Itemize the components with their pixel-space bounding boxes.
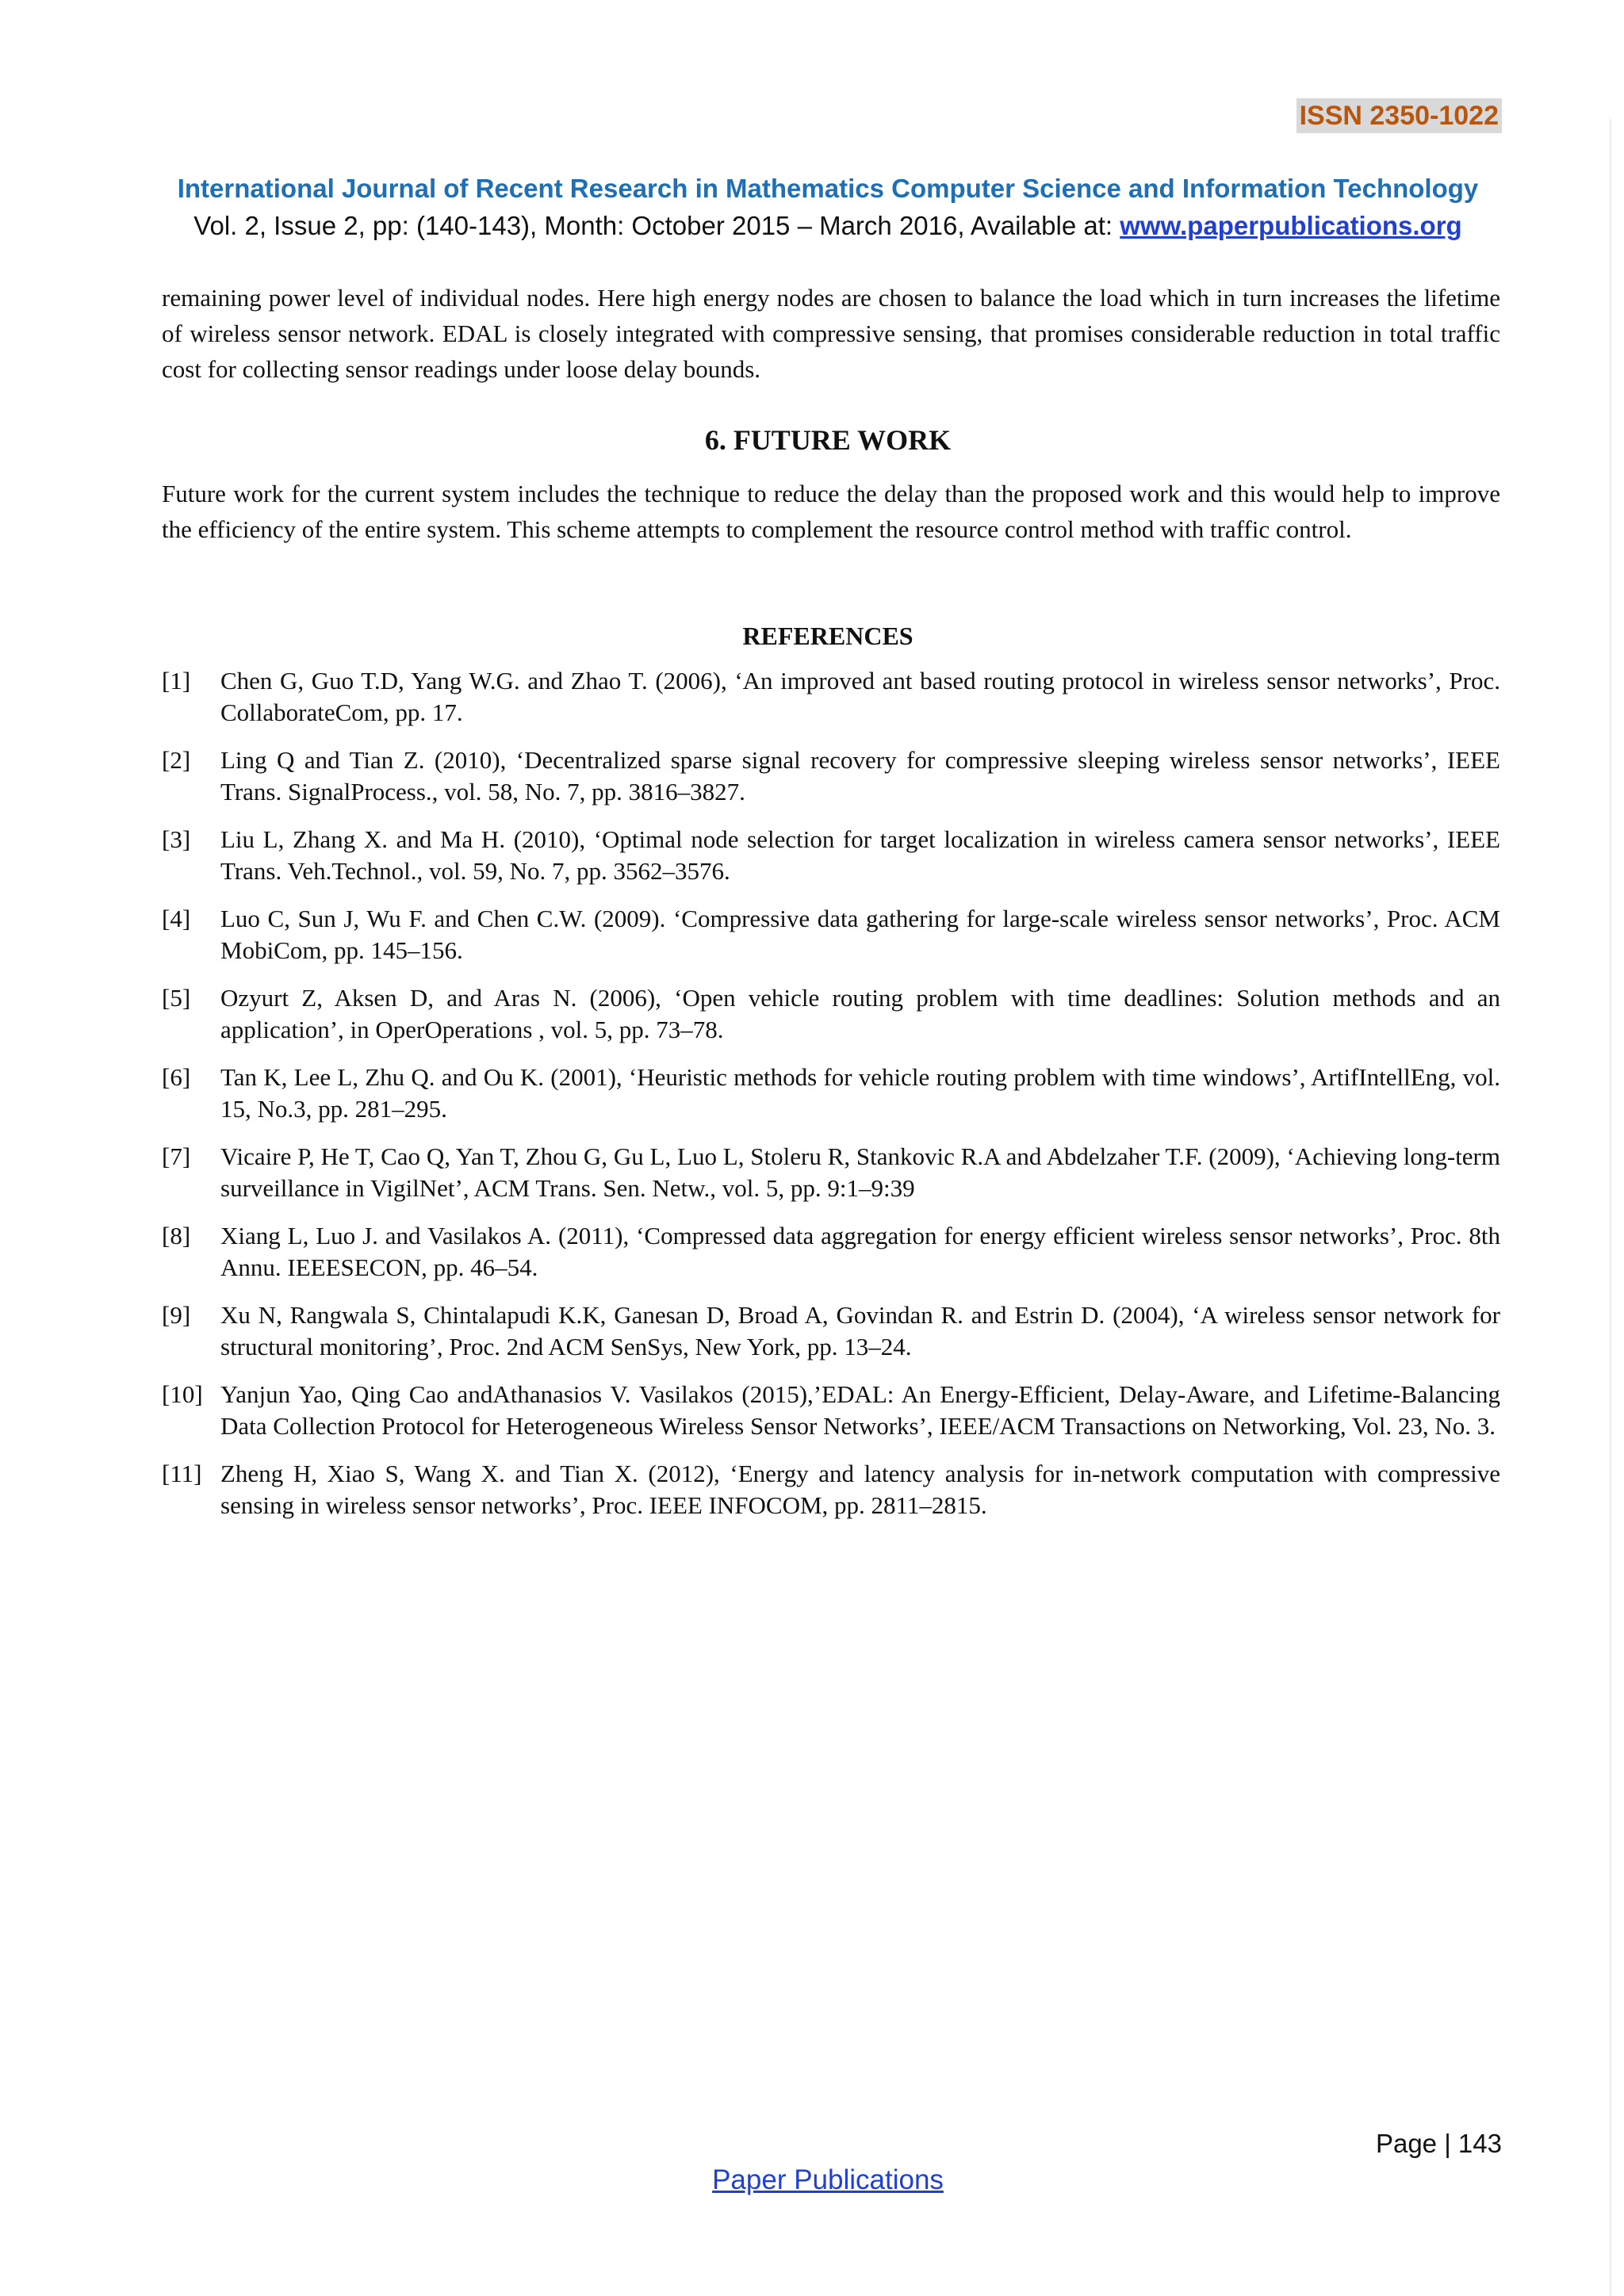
reference-item <box>162 1141 1500 1204</box>
reference-item <box>162 1299 1500 1363</box>
footer <box>0 2162 1624 2198</box>
reference-item <box>162 903 1500 966</box>
reference-number: [8] <box>162 1222 191 1249</box>
reference-item <box>162 744 1500 808</box>
journal-issue-info: Vol. 2, Issue 2, pp: (140-143), Month: October 2015 – March 2016, Available at: <box>193 211 1120 240</box>
reference-number: [11] <box>162 1460 202 1487</box>
journal-info-line <box>0 209 1624 243</box>
future-work-paragraph: Future work for the current system includes the technique to reduce the delay than the proposed work and this would help to improve the efficiency of the entire system. This scheme attempts to complement the resource control method with traffic control. <box>162 480 1500 543</box>
reference-text: Xu N, Rangwala S, Chintalapudi K.K, Ganesan D, Broad A, Govindan R. and Estrin D. (2004), ‘A wireless sensor network for structural monitoring’, Proc. 2nd ACM SenSys, New York, pp. 13–24. <box>220 1301 1500 1360</box>
reference-number: [5] <box>162 984 191 1012</box>
reference-number: [10] <box>162 1380 203 1408</box>
reference-text: Luo C, Sun J, Wu F. and Chen C.W. (2009). ‘Compressive data gathering for large-scale wireless sensor networks’, Proc. ACM MobiCom, pp. 145–156. <box>220 905 1500 964</box>
reference-text: Zheng H, Xiao S, Wang X. and Tian X. (2012), ‘Energy and latency analysis for in-network computation with compressive sensing in wireless sensor networks’, Proc. IEEE INFOCOM, pp. 2811–2815. <box>220 1460 1500 1519</box>
reference-item <box>162 982 1500 1046</box>
page-number: Page | 143 <box>1375 2129 1502 2158</box>
reference-number: [2] <box>162 746 191 774</box>
reference-number: [7] <box>162 1142 191 1170</box>
reference-text: Ozyurt Z, Aksen D, and Aras N. (2006), ‘Open vehicle routing problem with time deadlines: Solution methods and an application’, in OperOperations , vol. 5, pp. 73–78. <box>220 984 1500 1043</box>
reference-item <box>162 1458 1500 1521</box>
reference-item <box>162 1220 1500 1284</box>
reference-item <box>162 1379 1500 1442</box>
intro-paragraph: remaining power level of individual nodes. Here high energy nodes are chosen to balance the load which in turn increases the lifetime of wireless sensor network. EDAL is closely integrated with compressive sensing, that promises considerable reduction in total traffic cost for collecting sensor readings under loose delay bounds. <box>162 284 1500 383</box>
reference-item <box>162 824 1500 887</box>
reference-text: Tan K, Lee L, Zhu Q. and Ou K. (2001), ‘Heuristic methods for vehicle routing problem with time windows’, ArtifIntellEng, vol. 15, No.3, pp. 281–295. <box>220 1063 1500 1123</box>
reference-number: [6] <box>162 1063 191 1091</box>
publisher-link[interactable]: Paper Publications <box>712 2164 944 2195</box>
reference-number: [4] <box>162 905 191 932</box>
reference-number: [3] <box>162 825 191 853</box>
references-list <box>162 665 1500 1537</box>
reference-text: Ling Q and Tian Z. (2010), ‘Decentralized sparse signal recovery for compressive sleeping wireless sensor networks’, IEEE Trans. SignalProcess., vol. 58, No. 7, pp. 3816–3827. <box>220 746 1500 806</box>
reference-text: Yanjun Yao, Qing Cao andAthanasios V. Vasilakos (2015),’EDAL: An Energy-Efficient, Delay-Aware, and Lifetime-Balancing Data Collection Protocol for Heterogeneous Wireless Sensor Networks’, IEEE/ACM Transactions on Networking, Vol. 23, No. 3. <box>220 1380 1500 1440</box>
journal-title: International Journal of Recent Research in Mathematics Computer Science and Information Technology <box>177 174 1479 203</box>
future-work-heading: 6. FUTURE WORK <box>704 424 952 456</box>
reference-number: [9] <box>162 1301 191 1329</box>
issn-label: ISSN 2350-1022 <box>1297 98 1502 133</box>
reference-text: Vicaire P, He T, Cao Q, Yan T, Zhou G, Gu L, Luo L, Stoleru R, Stankovic R.A and Abdelzaher T.F. (2009), ‘Achieving long-term surveillance in VigilNet’, ACM Trans. Sen. Netw., vol. 5, pp. 9:1–9:39 <box>220 1142 1500 1202</box>
reference-item <box>162 665 1500 729</box>
reference-text: Liu L, Zhang X. and Ma H. (2010), ‘Optimal node selection for target localization in wireless camera sensor networks’, IEEE Trans. Veh.Technol., vol. 59, No. 7, pp. 3562–3576. <box>220 825 1500 885</box>
journal-website-link[interactable]: www.paperpublications.org <box>1120 211 1462 240</box>
reference-text: Chen G, Guo T.D, Yang W.G. and Zhao T. (2006), ‘An improved ant based routing protocol in wireless sensor networks’, Proc. CollaborateCom, pp. 17. <box>220 667 1500 726</box>
reference-number: [1] <box>162 667 191 695</box>
references-heading: REFERENCES <box>742 622 914 650</box>
reference-item <box>162 1062 1500 1125</box>
reference-text: Xiang L, Luo J. and Vasilakos A. (2011), ‘Compressed data aggregation for energy efficient wireless sensor networks’, Proc. 8th Annu. IEEESECON, pp. 46–54. <box>220 1222 1500 1281</box>
